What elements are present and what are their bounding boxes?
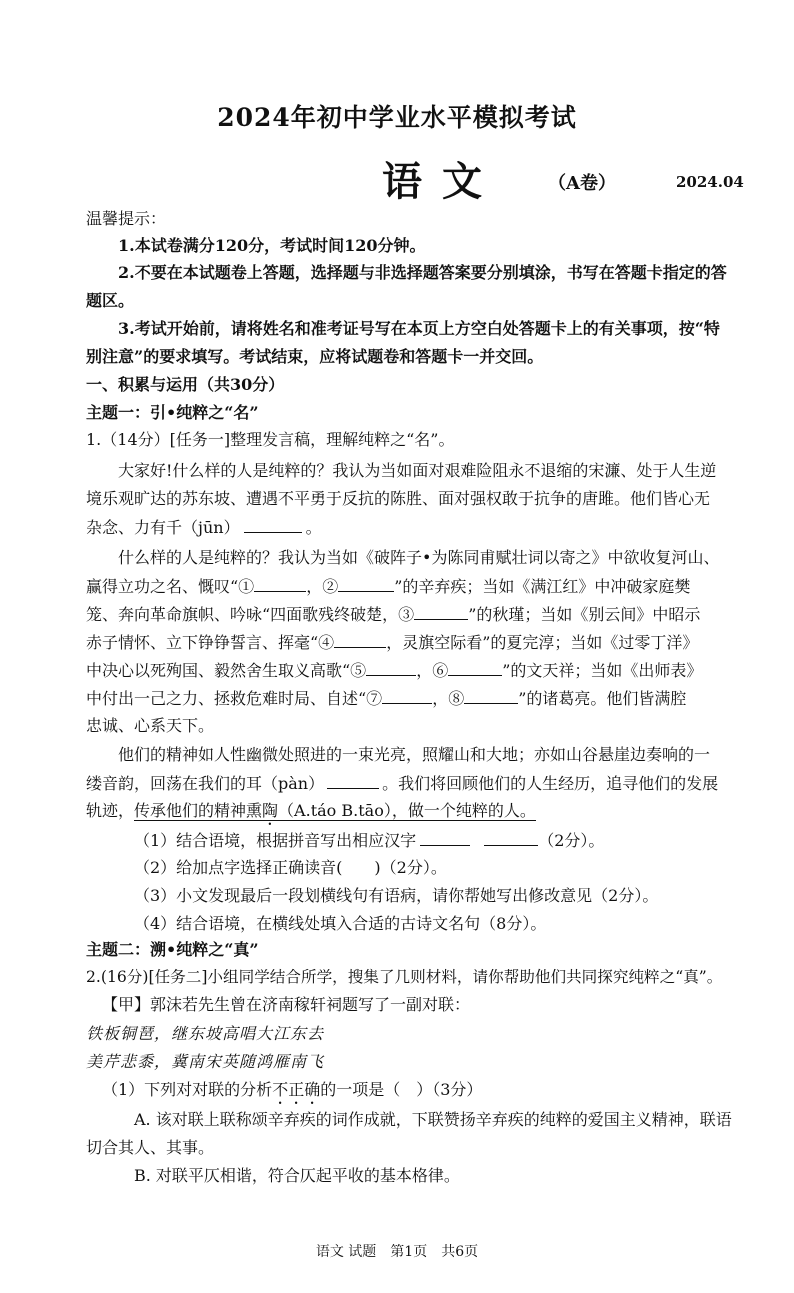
- answer-blank[interactable]: [338, 576, 394, 592]
- theme-1-heading: 主题一：引•纯粹之“名”: [86, 403, 259, 422]
- paragraph-line: 轨迹，传承他们的精神熏陶（A.táo B.tāo），做一个纯粹的人。: [86, 801, 536, 820]
- answer-blank[interactable]: [366, 660, 416, 676]
- answer-blank[interactable]: [327, 773, 379, 789]
- sub-question-3: （3）小文发现最后一段划横线句有语病，请你帮她写出修改意见（2分）。: [134, 886, 659, 905]
- paragraph-line: 缕音韵，回荡在我们的耳（pàn） 。我们将回顾他们的人生经历，追寻他们的发展: [86, 774, 719, 793]
- notice-item-3: 3.考试开始前，请将姓名和准考证号写在本页上方空白处答题卡上的有关事项，按“特: [118, 319, 720, 338]
- dotted-character: 陶: [262, 801, 279, 820]
- exam-title: 2024年初中学业水平模拟考试: [217, 103, 577, 132]
- paragraph-line: 他们的精神如人性幽微处照进的一束光亮，照耀山和大地；亦如山谷悬崖边奏响的一: [118, 745, 711, 764]
- paragraph-line: 什么样的人是纯粹的？我认为当如《破阵子•为陈同甫赋壮词以寄之》中欲收复河山、: [118, 548, 720, 567]
- notice-item-1: 1.本试卷满分120分，考试时间120分钟。: [118, 236, 426, 255]
- answer-blank[interactable]: [334, 632, 386, 648]
- answer-blank[interactable]: [464, 688, 518, 704]
- option-a: A. 该对联上联称颂辛弃疾的词作成就，下联赞扬辛弃疾的纯粹的爱国主义精神，联语: [134, 1110, 732, 1129]
- page-footer: 语文 试题 第1页 共6页: [315, 1244, 479, 1260]
- question-1-title: 1.（14分）[任务一]整理发言稿，理解纯粹之“名”。: [86, 430, 455, 449]
- answer-blank[interactable]: [448, 660, 502, 676]
- underlined-sentence: 传承他们的精神熏陶（A.táo B.tāo），做一个纯粹的人。: [134, 801, 536, 820]
- section-heading: 一、积累与运用（共30分）: [86, 375, 285, 394]
- paragraph-line: 笼、奔向革命旗帜、吟咏“四面歌残终破楚，③ ”的秋瑾；当如《别云间》中昭示: [86, 605, 701, 624]
- paragraph-line: 杂念、力有千（jūn） 。: [86, 518, 322, 537]
- answer-blank[interactable]: [382, 688, 432, 704]
- paragraph-line: 赢得立功之名、慨叹“① ，② ”的辛弃疾；当如《满江红》中冲破家庭樊: [86, 577, 691, 596]
- notice-item-3-cont: 别注意”的要求填写。考试结束，应将试题卷和答题卡一并交回。: [86, 347, 544, 366]
- notice-heading: 温馨提示：: [86, 209, 167, 228]
- answer-blank[interactable]: [420, 830, 470, 846]
- option-b: B. 对联平仄相谐，符合仄起平收的基本格律。: [134, 1166, 460, 1185]
- paragraph-line: 忠诚、心系天下。: [86, 716, 215, 735]
- sub-question-4: （4）结合语境，在横线处填入合适的古诗文名句（8分）。: [134, 914, 547, 933]
- notice-item-2-cont: 题区。: [86, 291, 135, 310]
- paragraph-line: 大家好!什么样的人是纯粹的？我认为当如面对艰难险阻永不退缩的宋濂、处于人生逆: [118, 461, 717, 480]
- answer-blank[interactable]: [254, 576, 306, 592]
- sub-question-1: （1）结合语境，根据拼音写出相应汉字 （2分）。: [134, 831, 605, 850]
- subject-title: 语文: [382, 158, 502, 205]
- option-a-cont: 切合其人、其事。: [86, 1138, 215, 1157]
- couplet-line-1: 铁板铜琶，继东坡高唱大江东去: [86, 1024, 325, 1043]
- emphasis-not-correct: 不正确: [272, 1080, 321, 1099]
- material-jia: 【甲】郭沫若先生曾在济南稼轩祠题写了一副对联：: [102, 995, 471, 1014]
- exam-date: 2024.04: [676, 173, 744, 191]
- answer-blank[interactable]: [484, 830, 538, 846]
- couplet-line-2: 美芹悲黍，冀南宋英随鸿雁南飞: [86, 1052, 325, 1071]
- answer-blank[interactable]: [414, 604, 468, 620]
- sub-question-2: （2）给加点字选择正确读音( )（2分）。: [134, 858, 447, 877]
- paragraph-line: 中付出一己之力、拯救危难时局、自述“⑦ ，⑧ ”的诸葛亮。他们皆满腔: [86, 689, 687, 708]
- paragraph-line: 赤子情怀、立下铮铮誓言、挥毫“④ ，灵旗空际看”的夏完淳；当如《过零丁洋》: [86, 633, 699, 652]
- question-2-title: 2.(16分)[任务二]小组同学结合所学，搜集了几则材料，请你帮助他们共同探究纯粹之“真”。: [86, 968, 723, 986]
- paragraph-line: 中决心以死殉国、毅然舍生取义高歌“⑤ ，⑥ ”的文天祥；当如《出师表》: [86, 661, 703, 680]
- theme-2-heading: 主题二：溯•纯粹之“真”: [86, 940, 259, 959]
- answer-blank[interactable]: [244, 517, 302, 533]
- notice-item-2: 2.不要在本试题卷上答题，选择题与非选择题答案要分别填涂，书写在答题卡指定的答: [118, 263, 727, 282]
- paragraph-line: 境乐观旷达的苏东坡、遭遇不平勇于反抗的陈胜、面对强权敢于抗争的唐雎。他们皆心无: [86, 489, 711, 508]
- question-2-1: （1）下列对对联的分析不正确的一项是（ ）（3分）: [102, 1080, 483, 1099]
- volume-label: （A卷）: [548, 173, 616, 194]
